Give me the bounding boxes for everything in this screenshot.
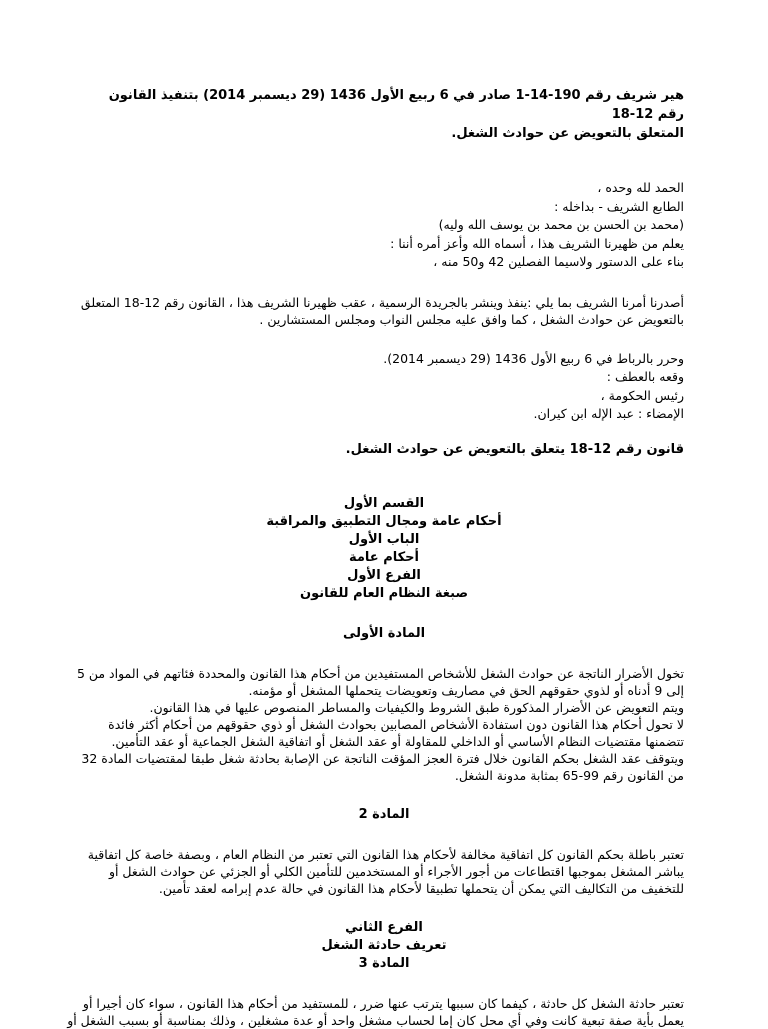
- structure-heading: أحكام عامة: [348, 549, 419, 565]
- article2-heading: المادة 2: [358, 806, 410, 822]
- article1-line: ويتوقف عقد الشغل بحكم القانون خلال فترة العجز المؤقت الناتجة عن الإصابة بحادثة شغل طبقا لمقتضيات المادة 32: [81, 750, 684, 766]
- article2-text: [84, 846, 684, 897]
- article1-heading: المادة الأولى: [342, 625, 426, 641]
- preamble-line: الحمد لله وحده ،: [597, 180, 684, 195]
- preamble: [84, 179, 684, 272]
- article2-line: تعتبر باطلة بحكم القانون كل اتفاقية مخالفة لأحكام هذا القانون التي تعتبر من النظام العام ، وبصفة خاصة كل اتفاقية: [87, 846, 684, 862]
- decree-title-line: المتعلق بالتعويض عن حوادث الشغل.: [451, 126, 684, 141]
- preamble-line: (محمد بن الحسن بن محمد بن يوسف الله وليه): [438, 217, 684, 232]
- article3-line: يعمل بأية صفة تبعية كانت وفي أي محل كان إما لحساب مشغل واحد أو عدة مشغلين ، وذلك بمناسبة أو بسبب الشغل أو: [67, 1012, 684, 1028]
- article2-line: للتخفيف من التكاليف التي يمكن أن يتحملها تطبيقا لأحكام هذا القانون في حالة عدم إبرامه لعقد تأمين.: [158, 880, 684, 896]
- article1-line: تتضمنها مقتضيات النظام الأساسي أو الداخلي للمقاولة أو عقد الشغل أو اتفاقية الشغل الجماعية أو عقد التأمين.: [111, 733, 684, 749]
- article1-text: [76, 665, 684, 784]
- decree-title-line: هير شريف رقم 190-14-1 صادر في 6 ربيع الأول 1436 (29 ديسمبر 2014) بتنفيذ القانون رقم 12-18: [108, 88, 684, 122]
- promulgation-paragraph: [80, 294, 684, 328]
- preamble-line: الطابع الشريف - بداخله :: [554, 198, 684, 214]
- signature-line: وحرر بالرباط في 6 ربيع الأول 1436 (29 ديسمبر 2014).: [383, 350, 684, 366]
- structure-heading: القسم الأول: [343, 495, 425, 511]
- article1-line: ويتم التعويض عن الأضرار المذكورة طبق الشروط والكيفيات والمساطر المنصوص عليها في هذا القانون.: [149, 699, 684, 715]
- article1-line: تخول الأضرار الناتجة عن حوادث الشغل للأشخاص المستفيدين من أحكام هذا القانون والمحددة فئاتهم في المواد من 5: [76, 665, 684, 681]
- signature-line: وقعه بالعطف :: [606, 369, 684, 384]
- law-title: قانون رقم 12-18 يتعلق بالتعويض عن حوادث الشغل.: [345, 441, 684, 457]
- article1-line: من القانون رقم 99-65 بمثابة مدونة الشغل.: [454, 767, 684, 783]
- structure-headings: [84, 495, 684, 603]
- section2-heading: تعريف حادثة الشغل: [321, 937, 447, 953]
- structure-heading: أحكام عامة ومجال التطبيق والمراقبة: [266, 513, 502, 529]
- signature-block: [84, 350, 684, 424]
- section2-headings: [84, 919, 684, 973]
- article2-line: يباشر المشغل بموجبها اقتطاعات من أجور الأجراء أو المستخدمين للتأمين الكلي أو الجزئي عن حوادث الشغل أو: [108, 863, 684, 879]
- signature-line: رئيس الحكومة ،: [600, 387, 684, 403]
- article3-text: [67, 995, 684, 1029]
- structure-heading: الباب الأول: [348, 531, 420, 547]
- section2-heading: المادة 3: [358, 955, 410, 971]
- article1-line: إلى 9 أدناه أو لذوي حقوقهم الحق في مصاريف وتعويضات يتحملها المشغل أو مؤمنه.: [248, 682, 684, 698]
- promulgation-line: أصدرنا أمرنا الشريف بما يلي :ينفذ وينشر بالجريدة الرسمية ، عقب ظهيرنا الشريف هذا ، القانون رقم 12-18 المتعلق: [80, 294, 684, 310]
- preamble-line: يعلم من ظهيرنا الشريف هذا ، أسماه الله وأعز أمره أننا :: [390, 235, 684, 251]
- document-page: [67, 86, 684, 1029]
- preamble-line: بناء على الدستور ولاسيما الفصلين 42 و50 منه ،: [433, 254, 684, 269]
- article1-line: لا تحول أحكام هذا القانون دون استفادة الأشخاص المصابين بحوادث الشغل أو ذوي حقوقهم من أحكام أكثر فائدة: [108, 716, 684, 732]
- structure-heading: صبغة النظام العام للقانون: [299, 585, 469, 601]
- decree-title: [84, 86, 684, 143]
- signature-line: الإمضاء : عبد الإله ابن كيران.: [533, 406, 684, 421]
- structure-heading: الفرع الأول: [347, 567, 421, 583]
- article3-line: تعتبر حادثة الشغل كل حادثة ، كيفما كان سببها يترتب عنها ضرر ، للمستفيد من أحكام هذا القانون ، سواء كان أجيرا أو: [82, 995, 684, 1011]
- section2-heading: الفرع الثاني: [345, 919, 423, 935]
- promulgation-line: بالتعويض عن حوادث الشغل ، كما وافق عليه مجلس النواب ومجلس المستشارين .: [259, 311, 684, 327]
